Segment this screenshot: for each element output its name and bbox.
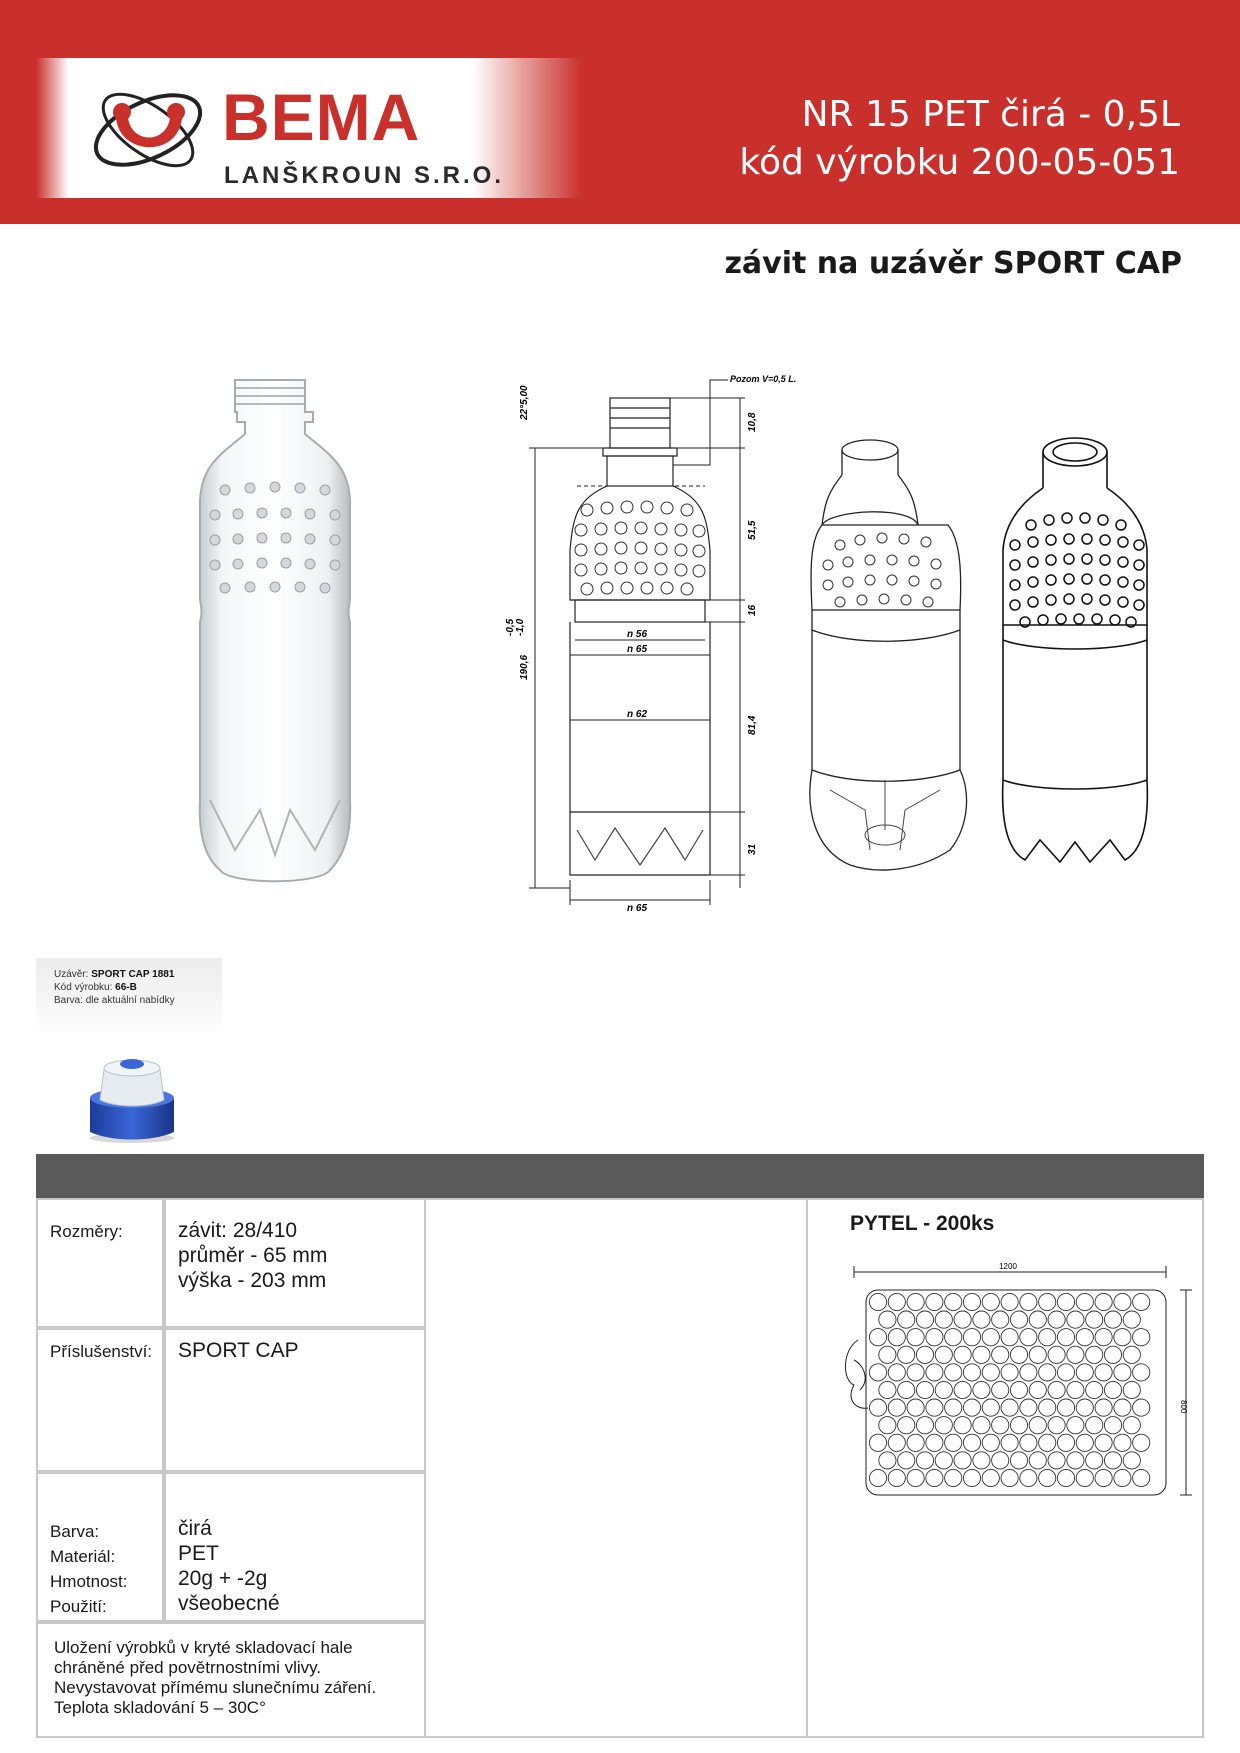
bottle-circle bbox=[945, 1469, 962, 1486]
bottle-circle bbox=[1010, 1311, 1027, 1328]
bottle-circle bbox=[1104, 1417, 1121, 1434]
rozmery-label: Rozměry: bbox=[50, 1222, 123, 1241]
bottle-circle bbox=[1039, 1434, 1056, 1451]
sport-cap-icon bbox=[82, 1048, 182, 1144]
bottle-circle bbox=[1076, 1399, 1093, 1416]
spec-row-divider-2 bbox=[36, 1470, 426, 1474]
bottle-circle bbox=[898, 1452, 915, 1469]
rozmery-value-3: výška - 203 mm bbox=[178, 1269, 327, 1292]
bottle-circle bbox=[1133, 1434, 1150, 1451]
bottle-circle bbox=[879, 1452, 896, 1469]
bottle-circle bbox=[1001, 1469, 1018, 1486]
bottle-circle bbox=[1104, 1346, 1121, 1363]
bottle-circle bbox=[1029, 1452, 1046, 1469]
bottle-circle bbox=[954, 1311, 971, 1328]
bottle-circle bbox=[1039, 1293, 1056, 1310]
bottle-circle bbox=[992, 1381, 1009, 1398]
bottle-circle bbox=[1057, 1434, 1074, 1451]
dim-tol1: -0,5 bbox=[505, 618, 516, 636]
bottle-circle bbox=[907, 1434, 924, 1451]
bottle-circle bbox=[1048, 1417, 1065, 1434]
bottle-circle bbox=[963, 1293, 980, 1310]
bottle-circle bbox=[963, 1434, 980, 1451]
bottle-circle bbox=[1057, 1364, 1074, 1381]
bottle-circle bbox=[1048, 1346, 1065, 1363]
bottle-circle bbox=[926, 1329, 943, 1346]
bottle-circle bbox=[1057, 1469, 1074, 1486]
bottle-circle bbox=[1039, 1364, 1056, 1381]
bottle-circle bbox=[1057, 1329, 1074, 1346]
bottle-circle bbox=[1010, 1417, 1027, 1434]
bottle-circle bbox=[1067, 1311, 1084, 1328]
bottle-circle bbox=[879, 1381, 896, 1398]
bottle-circle bbox=[1095, 1364, 1112, 1381]
middle-panel bbox=[424, 1198, 808, 1738]
bottle-circle bbox=[907, 1329, 924, 1346]
bottle-circle bbox=[1123, 1346, 1140, 1363]
bottle-circle bbox=[992, 1346, 1009, 1363]
prislusenstvi-label: Příslušenství: bbox=[50, 1342, 153, 1361]
bottle-circle bbox=[982, 1293, 999, 1310]
bottle-circle bbox=[1114, 1434, 1131, 1451]
bottle-circle bbox=[1123, 1417, 1140, 1434]
bottle-circle bbox=[982, 1329, 999, 1346]
bottle-circle bbox=[1001, 1329, 1018, 1346]
bottle-circle bbox=[926, 1364, 943, 1381]
header-banner bbox=[0, 0, 1240, 224]
dia-56: n 56 bbox=[627, 629, 648, 640]
bottle-grid bbox=[869, 1293, 1149, 1486]
bottle-circle bbox=[926, 1293, 943, 1310]
bottle-circle bbox=[945, 1364, 962, 1381]
dia-62: n 62 bbox=[627, 709, 648, 720]
bottle-circle bbox=[916, 1452, 933, 1469]
storage-note-line: Uložení výrobků v kryté skladovací hale bbox=[54, 1638, 353, 1657]
dim-height: 190,6 bbox=[519, 654, 530, 680]
bottle-circle bbox=[1020, 1434, 1037, 1451]
bottle-circle bbox=[1048, 1311, 1065, 1328]
volume-note: Pozom V=0,5 L. bbox=[730, 374, 797, 384]
bottle-circle bbox=[898, 1381, 915, 1398]
bottle-circle bbox=[1104, 1381, 1121, 1398]
bottle-circle bbox=[879, 1311, 896, 1328]
bottle-circle bbox=[963, 1399, 980, 1416]
bottle-circle bbox=[916, 1311, 933, 1328]
bottle-circle bbox=[1020, 1469, 1037, 1486]
bottle-circle bbox=[1010, 1452, 1027, 1469]
bottle-circle bbox=[898, 1346, 915, 1363]
bottle-circle bbox=[869, 1329, 886, 1346]
bottle-circle bbox=[1114, 1329, 1131, 1346]
bottle-circle bbox=[916, 1381, 933, 1398]
bottle-circle bbox=[1048, 1452, 1065, 1469]
bottle-circle bbox=[926, 1434, 943, 1451]
cap-line3: Barva: dle aktuální nabídky bbox=[54, 995, 175, 1006]
bottle-circle bbox=[1057, 1293, 1074, 1310]
bottle-circle bbox=[935, 1417, 952, 1434]
bottle-circle bbox=[1067, 1417, 1084, 1434]
bottle-circle bbox=[982, 1434, 999, 1451]
spec-table-col-divider bbox=[162, 1198, 166, 1622]
bottle-circle bbox=[1086, 1311, 1103, 1328]
dia-65-base: n 65 bbox=[627, 903, 648, 914]
bottle-circle bbox=[1086, 1417, 1103, 1434]
bottle-circle bbox=[935, 1346, 952, 1363]
bottle-circle bbox=[1010, 1381, 1027, 1398]
bottle-circle bbox=[869, 1364, 886, 1381]
bottle-circle bbox=[869, 1293, 886, 1310]
bottle-circle bbox=[945, 1293, 962, 1310]
bottle-circle bbox=[1020, 1329, 1037, 1346]
bottle-circle bbox=[963, 1364, 980, 1381]
prislusenstvi-value: SPORT CAP bbox=[178, 1339, 299, 1362]
bottle-circle bbox=[1076, 1434, 1093, 1451]
bottle-circle bbox=[1039, 1399, 1056, 1416]
bottle-circle bbox=[1114, 1293, 1131, 1310]
bottle-circle bbox=[1086, 1346, 1103, 1363]
bottle-circle bbox=[963, 1469, 980, 1486]
dim-base: 31 bbox=[747, 843, 758, 855]
bottle-circle bbox=[1114, 1364, 1131, 1381]
bottle-circle bbox=[945, 1434, 962, 1451]
product-title: NR 15 PET čirá - 0,5L bbox=[801, 94, 1180, 135]
bottle-circle bbox=[1095, 1469, 1112, 1486]
bottle-circle bbox=[1076, 1293, 1093, 1310]
bottle-circle bbox=[1076, 1469, 1093, 1486]
bottle-circle bbox=[888, 1364, 905, 1381]
hmotnost-label: Hmotnost: bbox=[50, 1572, 128, 1591]
bottle-circle bbox=[1010, 1346, 1027, 1363]
bottle-circle bbox=[1123, 1452, 1140, 1469]
bottle-circle bbox=[1104, 1452, 1121, 1469]
bottle-circle bbox=[1114, 1469, 1131, 1486]
spec-row-divider-1 bbox=[36, 1326, 426, 1330]
bottle-circle bbox=[1029, 1381, 1046, 1398]
bottle-circle bbox=[1020, 1293, 1037, 1310]
bottle-circle bbox=[1133, 1329, 1150, 1346]
bottle-circle bbox=[973, 1346, 990, 1363]
bottle-circle bbox=[1029, 1346, 1046, 1363]
bottle-circle bbox=[1067, 1346, 1084, 1363]
bottle-circle bbox=[935, 1381, 952, 1398]
storage-note bbox=[54, 1638, 376, 1718]
bottle-circle bbox=[907, 1399, 924, 1416]
bottle-circle bbox=[1076, 1364, 1093, 1381]
technical-drawing bbox=[505, 360, 815, 920]
bottle-circle bbox=[992, 1311, 1009, 1328]
bottle-circle bbox=[898, 1417, 915, 1434]
bottle-circle bbox=[1133, 1469, 1150, 1486]
cap-info-card bbox=[36, 958, 222, 1038]
bottle-circle bbox=[963, 1329, 980, 1346]
barva-value: čirá bbox=[178, 1517, 212, 1540]
bottle-circle bbox=[898, 1311, 915, 1328]
logo bbox=[36, 58, 582, 198]
bottle-circle bbox=[1039, 1469, 1056, 1486]
dim-shoulder: 51,5 bbox=[747, 520, 758, 540]
cap-line1: Uzávěr: SPORT CAP 1881 bbox=[54, 969, 175, 980]
bottle-circle bbox=[869, 1469, 886, 1486]
bottle-circle bbox=[1039, 1329, 1056, 1346]
bottle-photo bbox=[180, 380, 370, 890]
bottle-circle bbox=[992, 1452, 1009, 1469]
bottle-circle bbox=[935, 1311, 952, 1328]
bottle-circle bbox=[1123, 1381, 1140, 1398]
dia-65-upper: n 65 bbox=[627, 644, 648, 655]
bottle-render-front bbox=[995, 430, 1155, 870]
bottle-circle bbox=[888, 1399, 905, 1416]
bottle-circle bbox=[926, 1469, 943, 1486]
bottle-circle bbox=[1020, 1364, 1037, 1381]
bottle-circle bbox=[879, 1417, 896, 1434]
hmotnost-value: 20g + -2g bbox=[178, 1567, 268, 1590]
storage-note-line: Nevystavovat přímému slunečnímu záření. bbox=[54, 1678, 377, 1697]
bottle-circle bbox=[1095, 1329, 1112, 1346]
section-bar bbox=[36, 1154, 1204, 1198]
dim-neck: 10,8 bbox=[747, 412, 758, 432]
bottle-circle bbox=[1067, 1452, 1084, 1469]
pouziti-label: Použití: bbox=[50, 1597, 107, 1616]
bottle-circle bbox=[1001, 1399, 1018, 1416]
spec-row-divider-3 bbox=[36, 1620, 426, 1624]
bottle-render-outline bbox=[810, 430, 980, 870]
bottle-circle bbox=[907, 1469, 924, 1486]
thread-subtitle: závit na uzávěr SPORT CAP bbox=[724, 246, 1182, 281]
bottle-circle bbox=[992, 1417, 1009, 1434]
bottle-circle bbox=[945, 1399, 962, 1416]
bottle-circle bbox=[973, 1452, 990, 1469]
bottle-circle bbox=[1048, 1381, 1065, 1398]
bottle-circle bbox=[1001, 1434, 1018, 1451]
bottle-circle bbox=[954, 1452, 971, 1469]
bottle-circle bbox=[1104, 1311, 1121, 1328]
bottle-circle bbox=[1057, 1399, 1074, 1416]
dim-thread: 22°5,00 bbox=[519, 385, 530, 420]
bottle-circle bbox=[935, 1452, 952, 1469]
bottle-circle bbox=[1123, 1311, 1140, 1328]
bottle-circle bbox=[954, 1381, 971, 1398]
bottle-circle bbox=[973, 1311, 990, 1328]
bottle-circle bbox=[1133, 1364, 1150, 1381]
bottle-circle bbox=[973, 1381, 990, 1398]
bottle-circle bbox=[945, 1329, 962, 1346]
bottle-circle bbox=[1001, 1364, 1018, 1381]
material-value: PET bbox=[178, 1542, 219, 1565]
bema-logo-icon bbox=[86, 74, 216, 184]
storage-note-line: chráněné před povětrnostními vlivy. bbox=[54, 1658, 322, 1677]
bottle-circle bbox=[1001, 1293, 1018, 1310]
packaging-title: PYTEL - 200ks bbox=[850, 1212, 995, 1235]
bottle-circle bbox=[1029, 1417, 1046, 1434]
material-label: Materiál: bbox=[50, 1547, 116, 1566]
bottle-circle bbox=[1095, 1399, 1112, 1416]
bottle-circle bbox=[888, 1329, 905, 1346]
bottle-circle bbox=[1133, 1293, 1150, 1310]
bottle-circle bbox=[982, 1399, 999, 1416]
bottle-circle bbox=[1076, 1329, 1093, 1346]
bottle-circle bbox=[982, 1364, 999, 1381]
bottle-circle bbox=[954, 1417, 971, 1434]
bottle-circle bbox=[888, 1434, 905, 1451]
logo-subtitle: LANŠKROUN S.R.O. bbox=[224, 162, 505, 189]
bottle-circle bbox=[879, 1346, 896, 1363]
height-label: 800 bbox=[1179, 1400, 1188, 1414]
dim-body: 81,4 bbox=[747, 715, 758, 735]
dim-band: 16 bbox=[747, 604, 758, 616]
bottle-circle bbox=[888, 1293, 905, 1310]
bottle-circle bbox=[1067, 1381, 1084, 1398]
bottle-circle bbox=[907, 1293, 924, 1310]
storage-note-line: Teplota skladování 5 – 30C° bbox=[54, 1698, 266, 1717]
bottle-circle bbox=[1020, 1399, 1037, 1416]
barva-label: Barva: bbox=[50, 1522, 100, 1541]
bottle-circle bbox=[954, 1346, 971, 1363]
dim-tol2: -1,0 bbox=[515, 618, 526, 636]
bottle-circle bbox=[1086, 1452, 1103, 1469]
bottle-circle bbox=[1095, 1293, 1112, 1310]
bottle-circle bbox=[926, 1399, 943, 1416]
rozmery-value-2: průměr - 65 mm bbox=[178, 1244, 328, 1267]
pouziti-value: všeobecné bbox=[178, 1592, 280, 1615]
bottle-circle bbox=[1029, 1311, 1046, 1328]
bottle-circle bbox=[869, 1399, 886, 1416]
bottle-circle bbox=[1133, 1399, 1150, 1416]
product-code: kód výrobku 200-05-051 bbox=[739, 142, 1180, 183]
rozmery-value-1: závit: 28/410 bbox=[178, 1219, 298, 1242]
bottle-circle bbox=[916, 1346, 933, 1363]
bottle-circle bbox=[982, 1469, 999, 1486]
bag-layout-diagram bbox=[836, 1260, 1196, 1520]
bottle-circle bbox=[907, 1364, 924, 1381]
bottle-circle bbox=[1086, 1381, 1103, 1398]
bottle-circle bbox=[869, 1434, 886, 1451]
bottle-circle bbox=[973, 1417, 990, 1434]
bottle-circle bbox=[888, 1469, 905, 1486]
bottle-circle bbox=[1095, 1434, 1112, 1451]
width-label: 1200 bbox=[999, 1262, 1017, 1271]
logo-wordmark: BEMA bbox=[222, 80, 421, 154]
bottle-circle bbox=[1114, 1399, 1131, 1416]
cap-line2: Kód výrobku: 66-B bbox=[54, 982, 137, 993]
bottle-circle bbox=[916, 1417, 933, 1434]
